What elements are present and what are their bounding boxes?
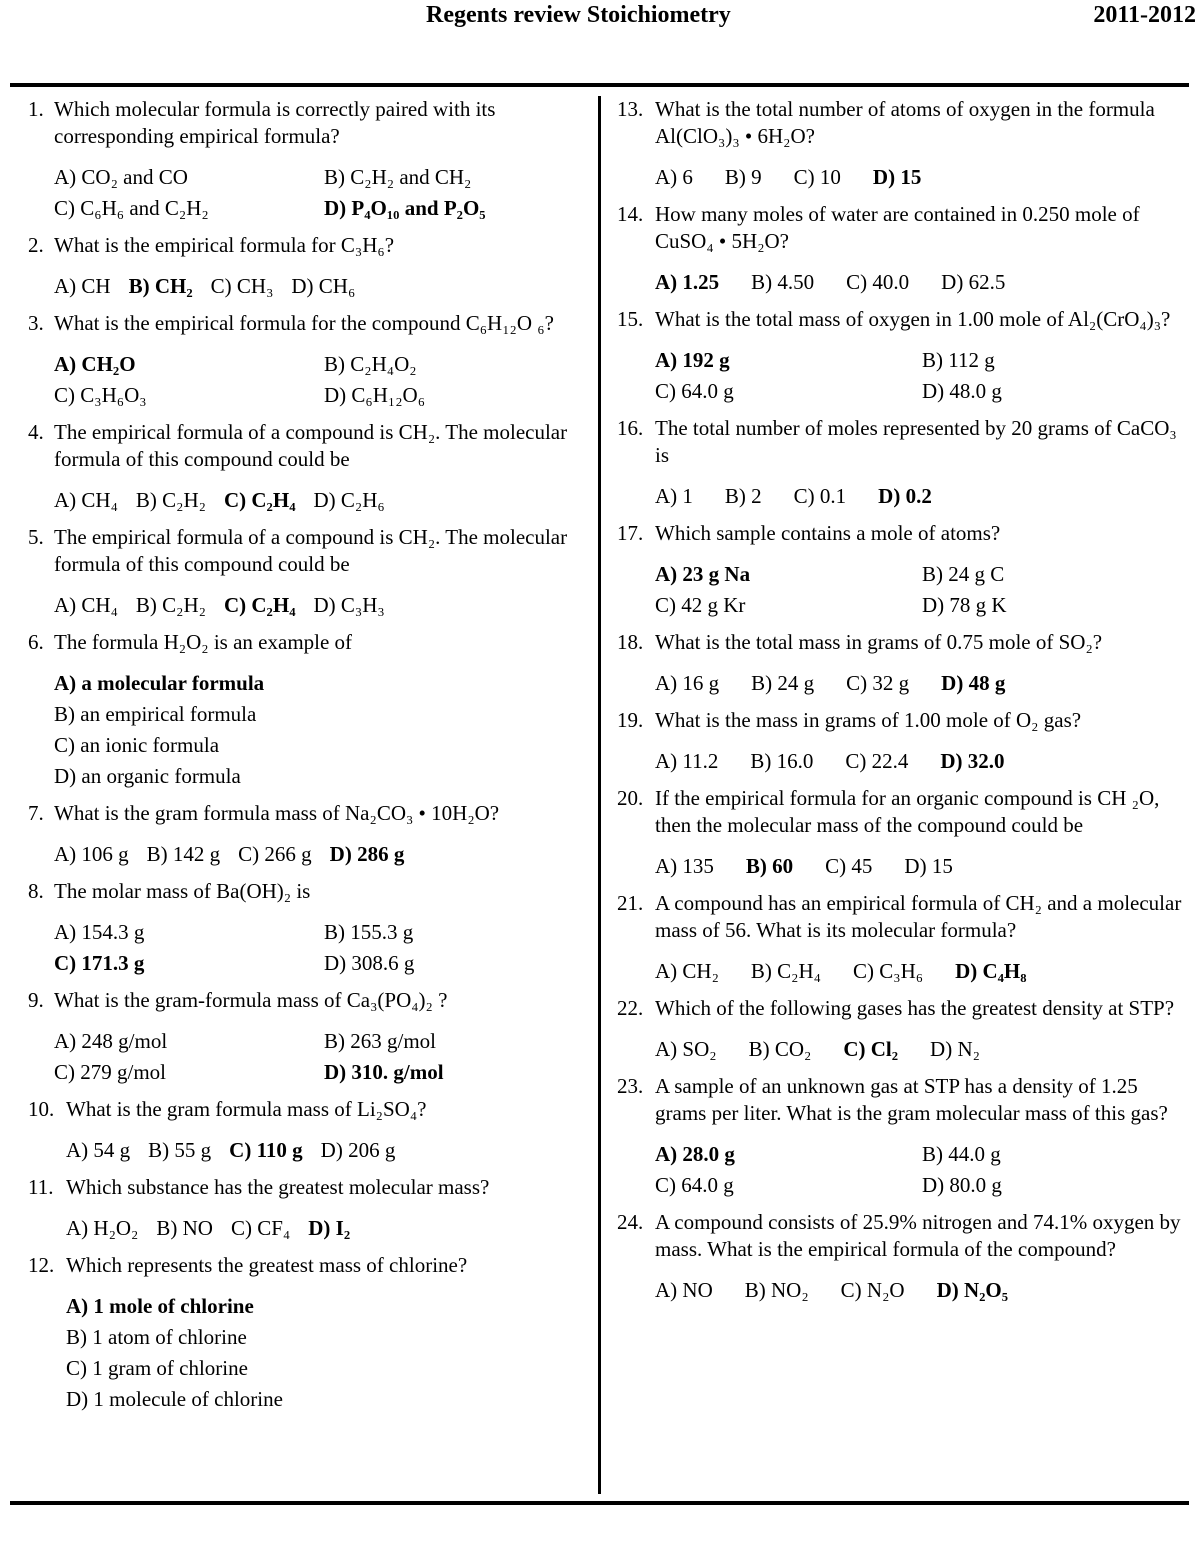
answer-choice: D) 62.5 <box>941 270 1006 294</box>
question-stem <box>28 96 594 150</box>
school-year: 2011-2012 <box>1093 2 1196 28</box>
answer-choice: C) 266 g <box>238 842 312 866</box>
answer-choices <box>617 267 1189 298</box>
question-number: 13. <box>617 97 644 121</box>
question-9 <box>28 987 594 1088</box>
question-text: What is the total mass in grams of 0.75 mole of SO₂? <box>655 630 1103 654</box>
question-number: 16. <box>617 416 644 440</box>
answer-choice-correct: D) I₂ <box>308 1216 351 1240</box>
question-18 <box>617 629 1189 699</box>
answer-choice: A) CH₂ <box>655 959 719 983</box>
question-text: Which represents the greatest mass of chlorine? <box>66 1253 468 1277</box>
answer-choice-correct: A) CH₂O <box>54 352 136 376</box>
question-stem <box>28 1174 594 1201</box>
answer-choice: D) C₃H₃ <box>313 593 385 617</box>
question-16 <box>617 415 1189 512</box>
answer-choice-correct: D) 310. g/mol <box>324 1060 444 1084</box>
question-number: 14. <box>617 202 644 226</box>
question-stem <box>617 785 1189 839</box>
bottom-rule <box>10 1501 1189 1505</box>
answer-choice: B) 9 <box>724 165 762 189</box>
question-12 <box>28 1252 594 1415</box>
answer-choice: C) 0.1 <box>793 484 847 508</box>
answer-choice: C) 1 gram of chlorine <box>66 1356 248 1380</box>
answer-choice: D) N₂ <box>930 1037 980 1061</box>
question-stem <box>28 1096 594 1123</box>
question-text: What is the empirical formula for the compound C₆H₁₂O ₆? <box>54 311 554 335</box>
question-text: The total number of moles represented by 20 grams of CaCO₃ is <box>655 416 1177 467</box>
question-text: A compound has an empirical formula of CH₂ and a molecular mass of 56. What is its molecular formula? <box>655 891 1182 942</box>
answer-choice: B) C₂H₂ <box>135 488 206 512</box>
question-15 <box>617 306 1189 407</box>
answer-choice-correct: A) 192 g <box>655 348 730 372</box>
answer-choice-correct: D) 32.0 <box>940 749 1005 773</box>
question-4 <box>28 419 594 516</box>
answer-choice-correct: D) P₄O₁₀ and P₂O₅ <box>324 196 486 220</box>
answer-choice: A) CH₄ <box>54 593 118 617</box>
answer-choice-correct: A) 1 mole of chlorine <box>66 1294 254 1318</box>
answer-choice: B) 112 g <box>922 348 995 372</box>
question-3 <box>28 310 594 411</box>
answer-choices <box>28 590 594 621</box>
question-21 <box>617 890 1189 987</box>
question-6 <box>28 629 594 792</box>
question-text: If the empirical formula for an organic compound is CH ₂O, then the molecular mass of the compound could be <box>655 786 1160 837</box>
answer-choices <box>617 668 1189 699</box>
answer-choice: C) 64.0 g <box>655 1173 734 1197</box>
answer-choice: A) 6 <box>655 165 693 189</box>
answer-choice: A) 154.3 g <box>54 920 145 944</box>
question-text: Which substance has the greatest molecular mass? <box>66 1175 490 1199</box>
answer-choices <box>28 1213 594 1244</box>
question-number: 2. <box>28 233 44 257</box>
answer-choice-correct: C) 110 g <box>229 1138 303 1162</box>
answer-choice: C) 42 g Kr <box>655 593 746 617</box>
answer-choice: A) NO <box>655 1278 713 1302</box>
question-8 <box>28 878 594 979</box>
answer-choices <box>617 1139 1189 1201</box>
top-rule <box>10 83 1189 87</box>
answer-choice-correct: A) a molecular formula <box>54 671 265 695</box>
question-1 <box>28 96 594 224</box>
answer-choice: B) C₂H₄O₂ <box>324 352 417 376</box>
answer-choice: A) CH <box>54 274 111 298</box>
answer-choice-correct: D) N₂O₅ <box>936 1278 1009 1302</box>
question-5 <box>28 524 594 621</box>
question-13 <box>617 96 1189 193</box>
question-number: 7. <box>28 801 44 825</box>
answer-choice: B) 55 g <box>148 1138 212 1162</box>
answer-choice: B) 1 atom of chlorine <box>66 1325 247 1349</box>
question-stem <box>28 232 594 259</box>
question-22 <box>617 995 1189 1065</box>
answer-choices <box>28 1291 594 1415</box>
left-column <box>28 96 594 1415</box>
answer-choice: B) 24 g C <box>922 562 1005 586</box>
answer-choice-correct: D) 15 <box>872 165 922 189</box>
question-text: What is the mass in grams of 1.00 mole of O₂ gas? <box>655 708 1082 732</box>
answer-choice: C) an ionic formula <box>54 733 220 757</box>
answer-choice: C) C₃H₆O₃ <box>54 383 147 407</box>
question-text: The empirical formula of a compound is CH₂. The molecular formula of this compound could be <box>54 525 568 576</box>
question-number: 19. <box>617 708 644 732</box>
answer-choice: A) CO₂ and CO <box>54 165 188 189</box>
answer-choice: A) 1 <box>655 484 693 508</box>
answer-choices <box>28 917 594 979</box>
question-19 <box>617 707 1189 777</box>
answer-choice: C) 45 <box>825 854 873 878</box>
question-number: 18. <box>617 630 644 654</box>
answer-choice: C) 64.0 g <box>655 379 734 403</box>
question-number: 17. <box>617 521 644 545</box>
question-stem <box>28 1252 594 1279</box>
answer-choice-correct: D) 48 g <box>941 671 1006 695</box>
answer-choice: A) SO₂ <box>655 1037 717 1061</box>
question-20 <box>617 785 1189 882</box>
answer-choice: D) 206 g <box>320 1138 396 1162</box>
answer-choices <box>617 851 1189 882</box>
question-stem <box>28 524 594 578</box>
answer-choice: D) 78 g K <box>922 593 1007 617</box>
question-stem <box>28 629 594 656</box>
answer-choice-correct: D) 286 g <box>329 842 405 866</box>
answer-choices <box>28 162 594 224</box>
question-10 <box>28 1096 594 1166</box>
answer-choice: B) 44.0 g <box>922 1142 1001 1166</box>
answer-choice: A) 248 g/mol <box>54 1029 168 1053</box>
page-header <box>0 0 1200 40</box>
answer-choice-correct: D) 0.2 <box>878 484 932 508</box>
question-7 <box>28 800 594 870</box>
answer-choice: B) C₂H₂ and CH₂ <box>324 165 472 189</box>
answer-choice: D) C₂H₆ <box>313 488 385 512</box>
answer-choices <box>28 1026 594 1088</box>
answer-choices <box>617 956 1189 987</box>
answer-choice: A) CH₄ <box>54 488 118 512</box>
question-text: What is the total mass of oxygen in 1.00 mole of Al₂(CrO₄)₃? <box>655 307 1171 331</box>
answer-choice: B) CO₂ <box>748 1037 812 1061</box>
answer-choice: A) H₂O₂ <box>66 1216 139 1240</box>
answer-choice: A) 54 g <box>66 1138 131 1162</box>
answer-choice: A) 106 g <box>54 842 129 866</box>
answer-choices <box>28 668 594 792</box>
answer-choice: B) 263 g/mol <box>324 1029 437 1053</box>
question-23 <box>617 1073 1189 1201</box>
answer-choice: C) 32 g <box>846 671 910 695</box>
question-stem <box>28 800 594 827</box>
answer-choice-correct: C) 171.3 g <box>54 951 145 975</box>
question-stem <box>617 306 1189 333</box>
answer-choices <box>617 559 1189 621</box>
question-stem <box>617 1209 1189 1263</box>
question-number: 1. <box>28 97 44 121</box>
answer-choice: A) 11.2 <box>655 749 719 773</box>
question-text: What is the gram-formula mass of Ca₃(PO₄)₂ ? <box>54 988 448 1012</box>
answer-choice-correct: A) 1.25 <box>655 270 720 294</box>
answer-choice: C) 10 <box>793 165 841 189</box>
question-stem <box>617 890 1189 944</box>
question-stem <box>617 707 1189 734</box>
answer-choices <box>28 271 594 302</box>
question-number: 20. <box>617 786 644 810</box>
question-stem <box>28 878 594 905</box>
question-text: What is the gram formula mass of Na₂CO₃ • 10H₂O? <box>54 801 500 825</box>
answer-choice: C) 279 g/mol <box>54 1060 167 1084</box>
answer-choices <box>617 481 1189 512</box>
question-text: The formula H₂O₂ is an example of <box>54 630 353 654</box>
question-stem <box>617 201 1189 255</box>
answer-choice: D) 1 molecule of chlorine <box>66 1387 283 1411</box>
question-text: What is the total number of atoms of oxygen in the formula Al(ClO₃)₃ • 6H₂O? <box>655 97 1155 148</box>
answer-choice: B) C₂H₂ <box>135 593 206 617</box>
answer-choice: C) CF₄ <box>230 1216 291 1240</box>
question-number: 4. <box>28 420 44 444</box>
question-number: 9. <box>28 988 44 1012</box>
question-text: Which sample contains a mole of atoms? <box>655 521 1001 545</box>
answer-choice: B) 24 g <box>751 671 815 695</box>
question-text: Which molecular formula is correctly paired with its corresponding empirical formula? <box>54 97 496 148</box>
right-column <box>617 96 1189 1306</box>
answer-choice: D) 15 <box>904 854 953 878</box>
column-divider <box>598 96 601 1494</box>
answer-choice: C) C₃H₆ <box>852 959 924 983</box>
answer-choice: B) 4.50 <box>751 270 815 294</box>
question-text: Which of the following gases has the greatest density at STP? <box>655 996 1175 1020</box>
answer-choice-correct: B) CH₂ <box>128 274 193 298</box>
question-text: The empirical formula of a compound is CH₂. The molecular formula of this compound could be <box>54 420 568 471</box>
question-number: 21. <box>617 891 644 915</box>
question-text: What is the gram formula mass of Li₂SO₄? <box>66 1097 427 1121</box>
answer-choice-correct: A) 28.0 g <box>655 1142 735 1166</box>
answer-choices <box>617 1275 1189 1306</box>
answer-choices <box>28 349 594 411</box>
question-text: The molar mass of Ba(OH)₂ is <box>54 879 311 903</box>
question-17 <box>617 520 1189 621</box>
question-number: 8. <box>28 879 44 903</box>
answer-choice: B) NO₂ <box>744 1278 809 1302</box>
answer-choice: B) 16.0 <box>750 749 814 773</box>
question-number: 12. <box>28 1253 55 1277</box>
answer-choice: C) 22.4 <box>845 749 909 773</box>
question-stem <box>617 1073 1189 1127</box>
answer-choice-correct: B) 60 <box>745 854 794 878</box>
answer-choice-correct: D) C₄H₈ <box>955 959 1027 983</box>
answer-choice: B) 142 g <box>146 842 221 866</box>
answer-choice: B) 2 <box>724 484 762 508</box>
question-stem <box>28 419 594 473</box>
question-2 <box>28 232 594 302</box>
question-number: 11. <box>28 1175 54 1199</box>
question-number: 22. <box>617 996 644 1020</box>
question-number: 24. <box>617 1210 644 1234</box>
answer-choice: A) 16 g <box>655 671 720 695</box>
question-24 <box>617 1209 1189 1306</box>
answer-choice: A) 135 <box>655 854 714 878</box>
question-text: What is the empirical formula for C₃H₆? <box>54 233 395 257</box>
question-stem <box>617 995 1189 1022</box>
question-stem <box>617 415 1189 469</box>
answer-choice: D) an organic formula <box>54 764 241 788</box>
question-11 <box>28 1174 594 1244</box>
question-stem <box>617 629 1189 656</box>
question-stem <box>617 520 1189 547</box>
answer-choice: B) an empirical formula <box>54 702 257 726</box>
page-title: Regents review Stoichiometry <box>426 2 731 28</box>
answer-choice-correct: C) C₂H₄ <box>223 488 296 512</box>
question-text: A sample of an unknown gas at STP has a density of 1.25 grams per liter. What is the gram molecular mass of this gas? <box>655 1074 1168 1125</box>
question-text: How many moles of water are contained in 0.250 mole of CuSO₄ • 5H₂O? <box>655 202 1140 253</box>
answer-choices <box>617 162 1189 193</box>
answer-choices <box>617 1034 1189 1065</box>
question-number: 23. <box>617 1074 644 1098</box>
answer-choices <box>28 1135 594 1166</box>
answer-choice-correct: C) C₂H₄ <box>223 593 296 617</box>
question-stem <box>28 310 594 337</box>
answer-choice: D) 48.0 g <box>922 379 1002 403</box>
answer-choices <box>617 345 1189 407</box>
answer-choice: D) C₆H₁₂O₆ <box>324 383 426 407</box>
answer-choice: D) 80.0 g <box>922 1173 1002 1197</box>
answer-choice: D) 308.6 g <box>324 951 415 975</box>
answer-choice-correct: C) Cl₂ <box>843 1037 899 1061</box>
question-stem <box>28 987 594 1014</box>
answer-choice: D) CH₆ <box>291 274 356 298</box>
answer-choice: C) CH₃ <box>210 274 274 298</box>
question-number: 6. <box>28 630 44 654</box>
question-number: 10. <box>28 1097 55 1121</box>
question-text: A compound consists of 25.9% nitrogen and 74.1% oxygen by mass. What is the empirical formula of the compound? <box>655 1210 1181 1261</box>
answer-choice: C) N₂O <box>840 1278 905 1302</box>
answer-choices <box>28 485 594 516</box>
question-number: 5. <box>28 525 44 549</box>
answer-choice: B) NO <box>156 1216 213 1240</box>
question-number: 15. <box>617 307 644 331</box>
question-stem <box>617 96 1189 150</box>
answer-choices <box>617 746 1189 777</box>
answer-choice: C) 40.0 <box>846 270 910 294</box>
question-number: 3. <box>28 311 44 335</box>
answer-choice: B) C₂H₄ <box>750 959 821 983</box>
question-14 <box>617 201 1189 298</box>
answer-choice: C) C₆H₆ and C₂H₂ <box>54 196 209 220</box>
answer-choice-correct: A) 23 g Na <box>655 562 751 586</box>
answer-choices <box>28 839 594 870</box>
answer-choice: B) 155.3 g <box>324 920 414 944</box>
